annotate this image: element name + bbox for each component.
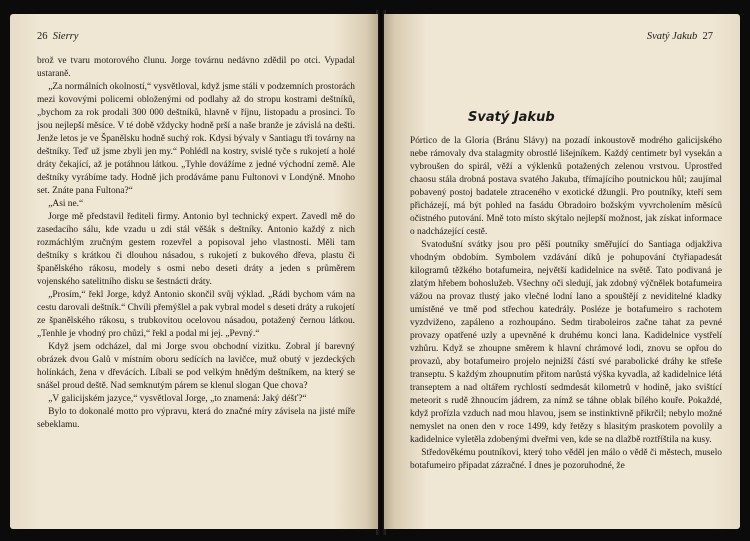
left-page-body bbox=[37, 55, 355, 432]
left-paragraph: Jorge mě představil řediteli firmy. Antonio byl technický expert. Zavedl mě do zasedacího sálu, kde vzadu u zdi stál věšák s deštníky. Antonio každý z nich rozmáchlým zručným gestem rozevřel a popisoval jeho vlastnosti. Měli tam deštníky s krátkou či dlouhou násadou, s rukojetí z bukového dřeva, plastu či španělského rákosu, modely s osmi nebo deseti dráty a jeden s průměrem vojenského satelitního disku se šestnácti dráty. bbox=[37, 212, 355, 287]
right-page bbox=[384, 14, 740, 529]
left-paragraph: Když jsem odcházel, dal mi Jorge svou obchodní vizitku. Zobral jí barevný obrázek dvou Galů v místním oboru sedících na lavičce, muž obutý v jezdeckých holínkách, žena v dřevácích. Líbali se pod velkým hnědým deštníkem, na který se snášel proud deště. Nad semknutým párem se klenul slogan Que chova? bbox=[37, 342, 355, 391]
right-running-head bbox=[647, 31, 713, 42]
left-paragraph: Bylo to dokonalé motto pro výpravu, která do značné míry závisela na jisté míře sebeklamu. bbox=[37, 407, 355, 430]
left-paragraph: „Prosím,“ řekl Jorge, když Antonio skončil svůj výklad. „Rádi bychom vám na cestu darovali deštník.“ Chvíli přemýšlel a pak vybral model s deseti dráty a rukojetí ze španělského rákosu, s trubkovitou ocelovou násadou, potažený černou látkou. „Tenhle je vhodný pro chůzi,“ řekl a podal mi jej. „Pevný.“ bbox=[37, 290, 355, 339]
chapter-title: Svatý Jakub bbox=[468, 110, 555, 125]
left-running-title: Sierry bbox=[52, 31, 79, 42]
left-paragraph: „Asi ne.“ bbox=[48, 199, 84, 209]
left-running-head bbox=[37, 31, 78, 42]
right-paragraph: Svatodušní svátky jsou pro pěší poutníky směřující do Santiaga odjakživa vhodným obdobím. Symbolem vzdávání díků je pohupování čtyřiapadesát kilogramů těžkého botafumeira, největší kadidelnice na světě. Tato podivaná je zlatým hřebem bohoslužeb. Všechny oči sledují, jak zdobný výčnělek botafumeira vážou na provaz tlustý jako vlečné lodní lano a spouštějí z neviditelné kladky umístěné ve tmě pod střechou katedrály. Posléze je botafumeiro s rachotem vyzdviženo, zapáleno a rozhoupáno. Sedm tiraboleiros začne tahat za pevné provazy opatřené uzly a upevněné k druhému konci lana. Kadidelnice vystřelí vzhůru. Když se zhoupne směrem k hlavní chrámové lodi, znovu se opřou do provazů, aby botafumeiro projelo nejnižší částí své parabolické dráhy ke střeše transeptu. S každým zhoupnutím přitom narůstá výška kyvadla, až kadidelnice létá transeptem a nad oltářem rychlostí sedmdesát kilometrů v hodině, jako svištící meteorit s rudě žhnoucím jádrem, za nímž se táhne oblak bílého kouře. Pokaždé, když prořízla vzduch nad mou hlavou, jsem se instinktivně přikrčil; nebylo možné nemyslet na onen den v roce 1499, kdy řetězy s hlasitým praskotem povolily a kadidelnice vyletěla zdobenými dveřmi ven, kde se na dlažbě roztříštila na kusy. bbox=[410, 240, 722, 445]
right-page-number: 27 bbox=[702, 31, 713, 42]
left-paragraph: „Za normálních okolností,“ vysvětloval, když jsme stáli v podzemních prostorách mezi kovovými policemi obloženými od podlahy až do stropu kostrami deštníků, „bychom za rok prodali 300 000 deštníků, hlavně v říjnu, listopadu a prosinci. To jsou nejlepší měsíce. V té době vždycky hodně prší a naše branže je závislá na dešti. Jenže letos je ve Španělsku hodně suchý rok. Kdysi bývaly v Santiagu tři továrny na deštníky. Teď už jsme zbyli jen my.“ Pohlédl na kostry, svislé tyče s rukojetí a holé dráty čekající, až je potáhnou látkou. „Tyhle dovážíme z jedné východní země. Ale deštníky vyrábíme tady. Hodně jich prodáváme panu Fultonovi v Londýně. Mnoho set. Znáte pana Fultona?“ bbox=[37, 82, 355, 196]
right-running-title: Svatý Jakub bbox=[646, 31, 698, 42]
right-paragraph: Pórtico de la Gloria (Bránu Slávy) na pozadí inkoustově modrého galicijského nebe rámovaly dva stalagmity obrostlé lišejníkem. Každý centimetr byl vysekán a vybroušen do spirál, věží a výklenků potažených zelenou vrstvou. Uprostřed chaosu stála drobná postava svatého Jakuba, třímajícího poutnickou hůl; zaujímal pobavený postoj badatele ztraceného v exotické džungli. Pro poutníky, kteří sem přicházejí, má být pohled na fasádu Obradoiro božským vyvrcholením měsíců očistného putování. Mně toto místo skýtalo nejlepší možnost, jak získat informace o nadcházející cestě. bbox=[410, 136, 722, 237]
left-paragraph: brož ve tvaru motorového člunu. Jorge továrnu nedávno zdědil po otci. Vypadal ustaraně. bbox=[37, 56, 355, 79]
left-paragraph: „V galicijském jazyce,“ vysvětloval Jorge, „to znamená: Jaký déšť?“ bbox=[48, 394, 307, 404]
left-page-number: 26 bbox=[37, 31, 48, 42]
left-page bbox=[10, 14, 378, 529]
right-page-body bbox=[410, 135, 722, 473]
right-paragraph: Středověkému poutníkovi, který toho věděl jen málo o vědě či městech, muselo botafumeiro připadat zázračné. I dnes je pozoruhodné, že bbox=[410, 448, 722, 471]
